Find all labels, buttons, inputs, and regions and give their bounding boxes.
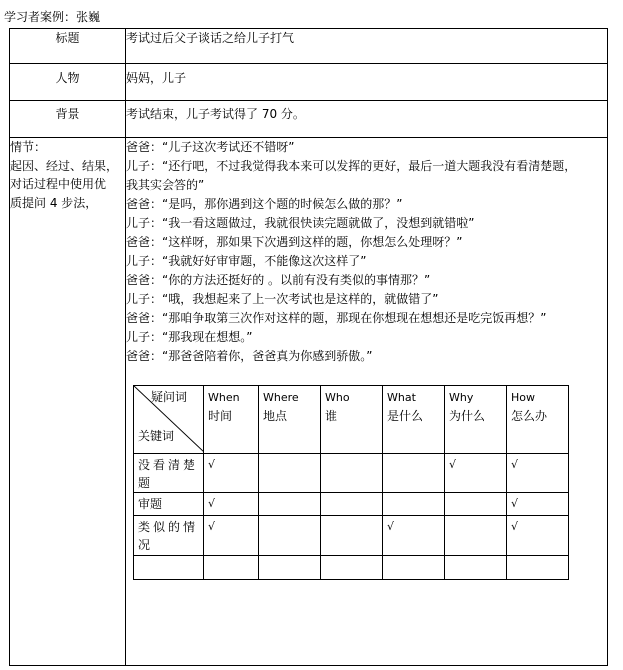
- grid-col-header: [204, 386, 259, 454]
- dialogue-line: 爸爸：“那爸爸陪着你，爸爸真为你感到骄傲。”: [126, 349, 373, 363]
- grid-col-header: [507, 386, 569, 454]
- grid-cell: [321, 516, 383, 556]
- plot-row: [10, 138, 608, 666]
- characters-row: [10, 64, 608, 101]
- grid-col-header: [259, 386, 321, 454]
- document-header: 学习者案例：张巍: [4, 10, 101, 24]
- dialogue-line: 爸爸：“是吗，那你遇到这个题的时候怎么做的那？”: [126, 197, 403, 211]
- col-en: Where: [263, 391, 299, 404]
- grid-corner-cell: [134, 386, 204, 454]
- col-en: Who: [325, 391, 350, 404]
- title-row: [10, 29, 608, 64]
- dialogue-line: 儿子：“我一看这题做过，我就很快读完题就做了，没想到就错啦”: [126, 216, 475, 230]
- grid-row: [134, 454, 569, 493]
- col-zh: 谁: [325, 409, 338, 423]
- col-en: Why: [449, 391, 474, 404]
- grid-row: [134, 556, 569, 580]
- grid-cell: [445, 493, 507, 516]
- grid-cell: [383, 493, 445, 516]
- grid-cell: [321, 556, 383, 580]
- grid-cell: √: [507, 493, 569, 516]
- grid-keyword: [134, 556, 204, 580]
- col-en: What: [387, 391, 416, 404]
- corner-bottom-label: 关键词: [138, 429, 175, 443]
- characters-value: 妈妈，儿子: [126, 64, 608, 101]
- grid-cell: [383, 454, 445, 493]
- plot-label-line: 情节：: [10, 140, 47, 154]
- plot-label-line: 质提问 4 步法，: [10, 195, 98, 210]
- question-grid: [133, 385, 569, 580]
- grid-keyword: 没看清楚题: [134, 454, 204, 493]
- col-zh: 怎么办: [511, 409, 548, 423]
- grid-cell: [204, 556, 259, 580]
- dialogue-line: 儿子：“还行吧，不过我觉得我本来可以发挥的更好，最后一道大题我没有看清楚题，: [126, 159, 577, 173]
- dialogue-line: 我其实会答的”: [126, 178, 205, 192]
- title-label: 标题: [10, 29, 126, 64]
- grid-cell: √: [507, 516, 569, 556]
- plot-label-line: 起因、经过、结果，: [10, 158, 119, 173]
- background-label: 背景: [10, 101, 126, 138]
- col-zh: 为什么: [449, 409, 486, 423]
- characters-label: 人物: [10, 64, 126, 101]
- grid-cell: √: [204, 454, 259, 493]
- dialogue-line: 爸爸：“这样呀，那如果下次遇到这样的题，你想怎么处理呀？”: [126, 235, 463, 249]
- grid-keyword: 审题: [134, 493, 204, 516]
- grid-cell: [259, 454, 321, 493]
- col-zh: 地点: [263, 409, 288, 423]
- corner-top-label: 疑问词: [151, 390, 188, 404]
- title-value: 考试过后父子谈话之给儿子打气: [126, 29, 608, 64]
- grid-cell: [321, 493, 383, 516]
- col-en: When: [208, 391, 240, 404]
- dialogue-line: 儿子：“我就好好审审题，不能像这次这样了”: [126, 254, 367, 268]
- grid-cell: [445, 516, 507, 556]
- dialogue-line: 爸爸：“你的方法还挺好的 。以前有没有类似的事情那？”: [126, 273, 431, 287]
- background-row: [10, 101, 608, 138]
- background-value: 考试结束，儿子考试得了 70 分。: [126, 101, 608, 138]
- grid-cell: [259, 493, 321, 516]
- grid-cell: [445, 556, 507, 580]
- grid-cell: √: [445, 454, 507, 493]
- grid-col-header: [321, 386, 383, 454]
- grid-cell: √: [383, 516, 445, 556]
- grid-cell: [259, 556, 321, 580]
- dialogue-line: 儿子：“哦，我想起来了上一次考试也是这样的，就做错了”: [126, 292, 439, 306]
- dialogue-line: 爸爸：“儿子这次考试还不错呀”: [126, 140, 295, 154]
- grid-cell: [259, 516, 321, 556]
- col-zh: 是什么: [387, 409, 424, 423]
- plot-label-line: 对话过程中使用优: [10, 177, 107, 191]
- grid-row: [134, 493, 569, 516]
- grid-row: [134, 516, 569, 556]
- case-table: [9, 28, 608, 666]
- grid-cell: [321, 454, 383, 493]
- plot-dialogue: [126, 138, 608, 666]
- grid-cell: [507, 556, 569, 580]
- grid-cell: √: [507, 454, 569, 493]
- col-zh: 时间: [208, 409, 233, 423]
- grid-col-header: [383, 386, 445, 454]
- grid-cell: √: [204, 493, 259, 516]
- col-en: How: [511, 391, 535, 404]
- dialogue-line: 爸爸：“那咱争取第三次作对这样的题，那现在你想现在想想还是吃完饭再想？”: [126, 311, 547, 325]
- grid-header-row: [134, 386, 569, 454]
- grid-cell: [383, 556, 445, 580]
- grid-keyword: 类似的情况: [134, 516, 204, 556]
- plot-label: [10, 138, 126, 666]
- grid-cell: √: [204, 516, 259, 556]
- grid-col-header: [445, 386, 507, 454]
- dialogue-line: 儿子：“那我现在想想。”: [126, 330, 253, 344]
